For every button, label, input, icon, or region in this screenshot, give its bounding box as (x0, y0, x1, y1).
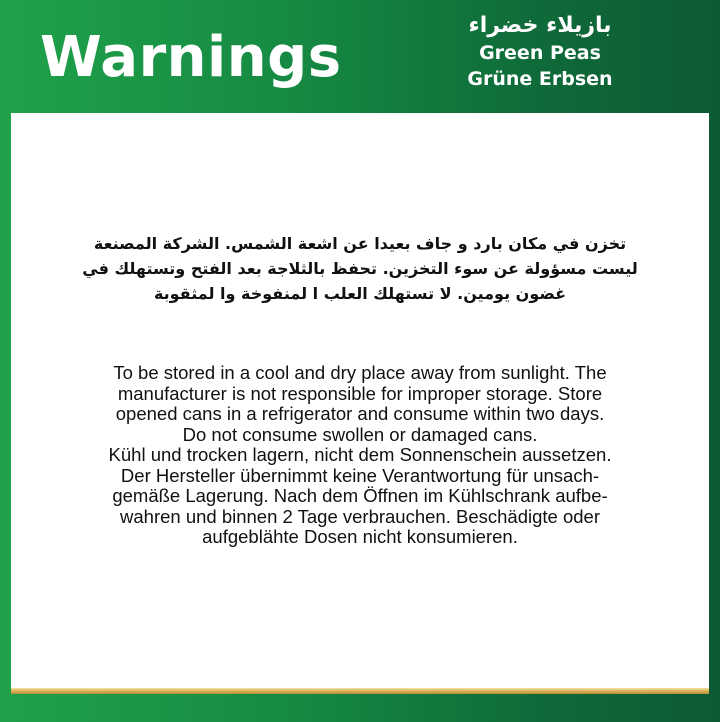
product-name-arabic: بازيلاء خضراء (468, 13, 612, 38)
warning-text-latin (41, 363, 679, 548)
german-line: Der Hersteller übernimmt keine Verantwortung für unsach- (120, 464, 600, 486)
german-line: Kühl und trocken lagern, nicht dem Sonnenschein aussetzen. (108, 444, 612, 465)
product-name-english: Green Peas (479, 42, 601, 64)
warning-text-arabic (71, 231, 649, 306)
german-line: gemäße Lagerung. Nach dem Öffnen im Kühlschrank aufbe- (112, 485, 608, 506)
product-name-german: Grüne Erbsen (467, 68, 613, 90)
arabic-line: غضون يومين. لا تستهلك العلب ا لمنفوخة وا لمثقوبة (153, 284, 567, 303)
arabic-line: تخزن في مكان بارد و جاف بعيدا عن اشعة الشمس. الشركة المصنعة (93, 234, 627, 253)
arabic-line: ليست مسؤولة عن سوء التخزين. تحفظ بالثلاجة بعد الفتح وتستهلك في (82, 259, 638, 278)
english-line: To be stored in a cool and dry place away from sunlight. The (113, 362, 607, 383)
german-line: wahren und binnen 2 Tage verbrauchen. Beschädigte oder (120, 505, 600, 527)
page-title: Warnings (40, 25, 342, 90)
warnings-panel (11, 113, 709, 688)
english-line: manufacturer is not responsible for improper storage. Store (117, 382, 603, 404)
header-band (0, 0, 720, 113)
product-name-block (440, 12, 640, 92)
english-line: Do not consume swollen or damaged cans. (182, 423, 538, 445)
german-line: aufgeblähte Dosen nicht konsumieren. (202, 526, 518, 547)
english-line: opened cans in a refrigerator and consume within two days. (115, 403, 605, 424)
gold-accent-bar (11, 688, 709, 694)
